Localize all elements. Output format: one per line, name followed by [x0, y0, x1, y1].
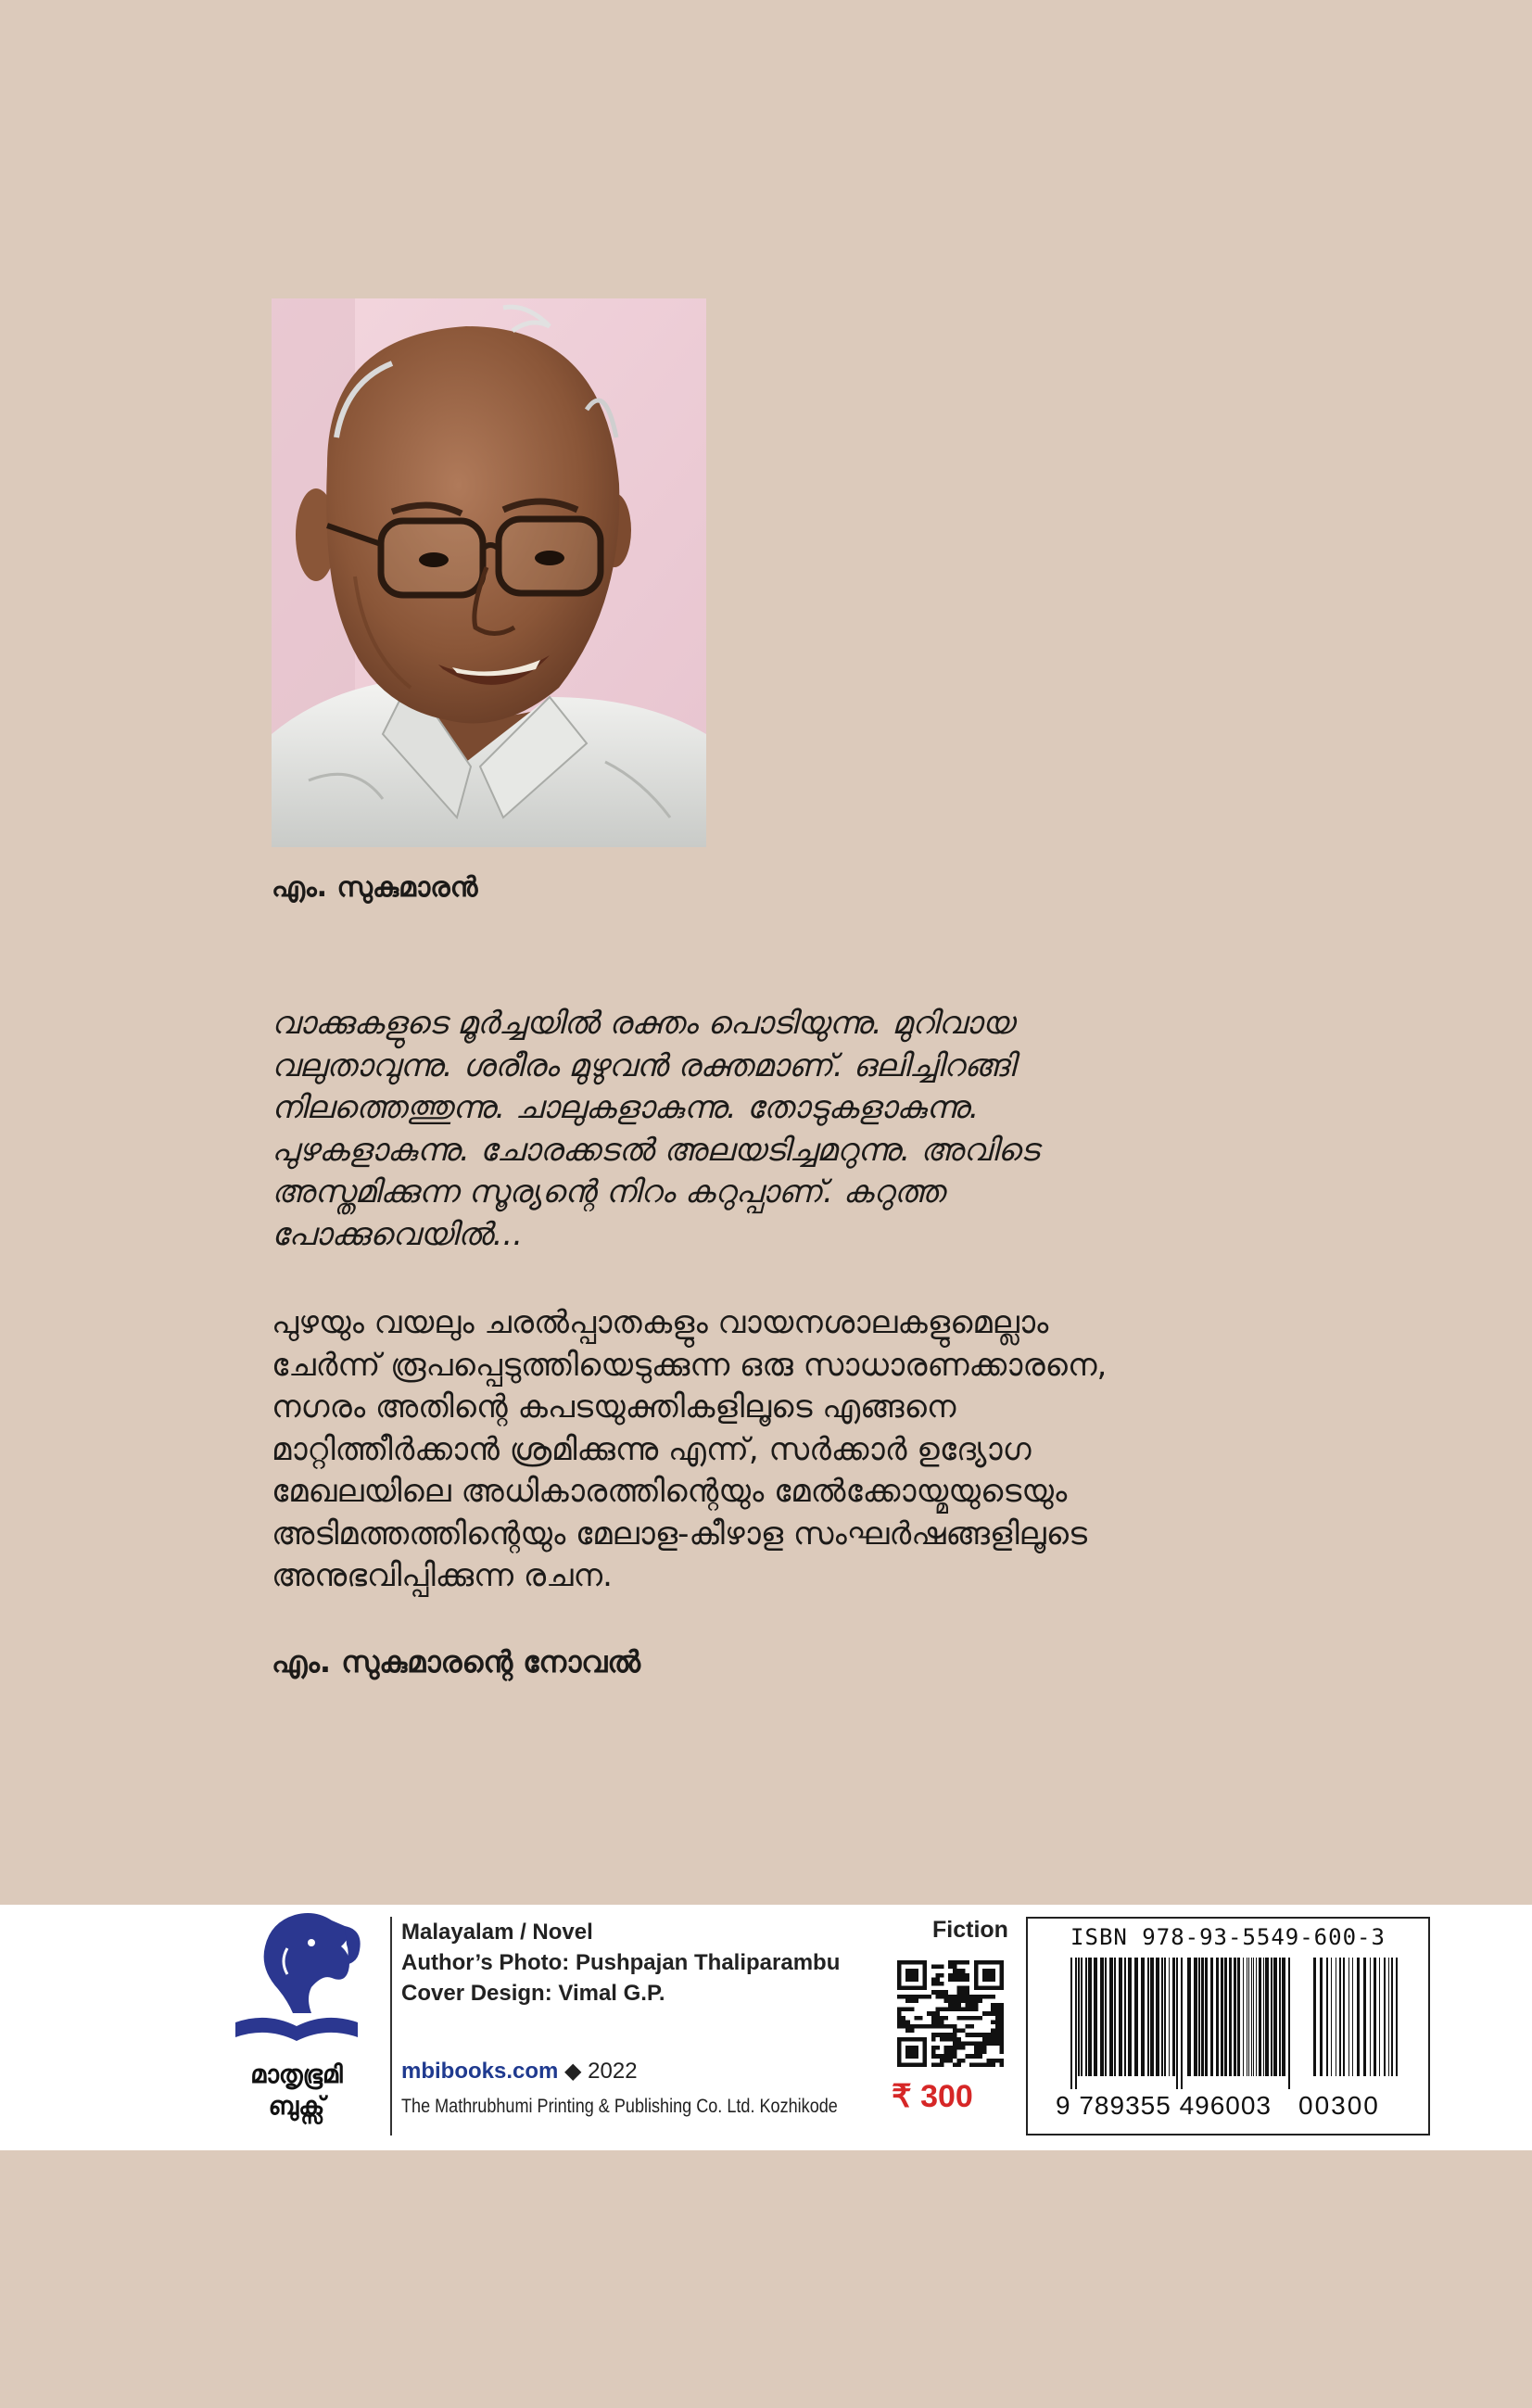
publisher-logo-text [222, 2059, 371, 2123]
book-description [272, 1302, 1254, 1598]
author-portrait-illustration [272, 298, 706, 847]
description-line: ചേർന്ന് രൂപപ്പെടുത്തിയെടുക്കുന്ന ഒരു സാധാരണക്കാരനെ, [272, 1346, 1108, 1384]
blurb-line: വാക്കുകളുടെ മൂർച്ചയിൽ രക്തം പൊടിയുന്നു. മുറിവായ [272, 1005, 1015, 1042]
photo-credit: Author’s Photo: Pushpajan Thaliparambu [401, 1950, 841, 1975]
book-info [401, 1917, 840, 2009]
blurb-line: അസ്തമിക്കുന്ന സൂര്യന്റെ നിറം കറുപ്പാണ്. കറുത്ത [272, 1173, 945, 1210]
qr-code-icon [897, 1960, 1004, 2067]
barcode-icon [1070, 1958, 1404, 2089]
logo-text-line: മാതൃഭൂമി [250, 2060, 343, 2089]
isbn-barcode [1026, 1917, 1430, 2136]
blurb-excerpt [272, 1003, 1254, 1256]
elephant-book-icon [222, 1909, 371, 2058]
description-line: അടിമത്തത്തിന്റെയും മേലാള-കീഴാള സംഘർഷങ്ങളിലൂടെ [272, 1515, 1088, 1553]
price-label: ₹ 300 [892, 2079, 973, 2114]
isbn-number: ISBN 978-93-5549-600-3 [1070, 1924, 1386, 1950]
blurb-line: പുഴകളാകുന്നു. ചോരക്കടൽ അലയടിച്ചമറുന്നു. അവിടെ [272, 1131, 1039, 1169]
description-line: മാറ്റിത്തീർക്കാൻ ശ്രമിക്കുന്നു എന്ന്, സർക്കാർ ഉദ്യോഗ [272, 1430, 1032, 1468]
diamond-separator: ◆ [564, 2059, 582, 2084]
publisher-name: The Mathrubhumi Printing & Publishing Co. Ltd. Kozhikode [401, 2096, 838, 2117]
blurb-line: പോക്കുവെയിൽ... [272, 1215, 524, 1253]
blurb-line: വലുതാവുന്നു. ശരീരം മുഴുവൻ രക്തമാണ്. ഒലിച്ചിറങ്ങി [272, 1046, 1016, 1084]
addon-digits: 00300 [1298, 2091, 1380, 2120]
website-line [401, 2058, 638, 2085]
footer-divider [390, 1917, 392, 2136]
description-line: നഗരം അതിന്റെ കപടയുക്തികളിലൂടെ എങ്ങനെ [272, 1388, 956, 1426]
qr-code [897, 1960, 1004, 2067]
cover-credit: Cover Design: Vimal G.P. [401, 1981, 665, 2006]
blurb-line: നിലത്തെത്തുന്നു. ചാലുകളാകുന്നു. തോടുകളാകുന്നു. [272, 1089, 980, 1126]
genre-label: Fiction [932, 1917, 1008, 1943]
category-label: Malayalam / Novel [401, 1920, 593, 1945]
author-name-caption: എം. സുകുമാരൻ [272, 871, 478, 904]
logo-text-line: ബുക്സ് [268, 2092, 325, 2121]
book-subtitle: എം. സുകുമാരന്റെ നോവൽ [272, 1644, 641, 1679]
description-line: പുഴയും വയലും ചരൽപ്പാതകളും വായനശാലകളുമെല്ലാം [272, 1304, 1049, 1341]
author-photo [272, 298, 706, 847]
description-line: അനുഭവിപ്പിക്കുന്ന രചന. [272, 1557, 613, 1594]
publication-year: 2022 [588, 2059, 638, 2084]
ean-digits: 9 789355 496003 [1056, 2091, 1272, 2120]
website-link[interactable]: mbibooks.com [401, 2059, 559, 2084]
description-line: മേഖലയിലെ അധികാരത്തിന്റെയും മേൽക്കോയ്മയുടെയും [272, 1473, 1068, 1510]
